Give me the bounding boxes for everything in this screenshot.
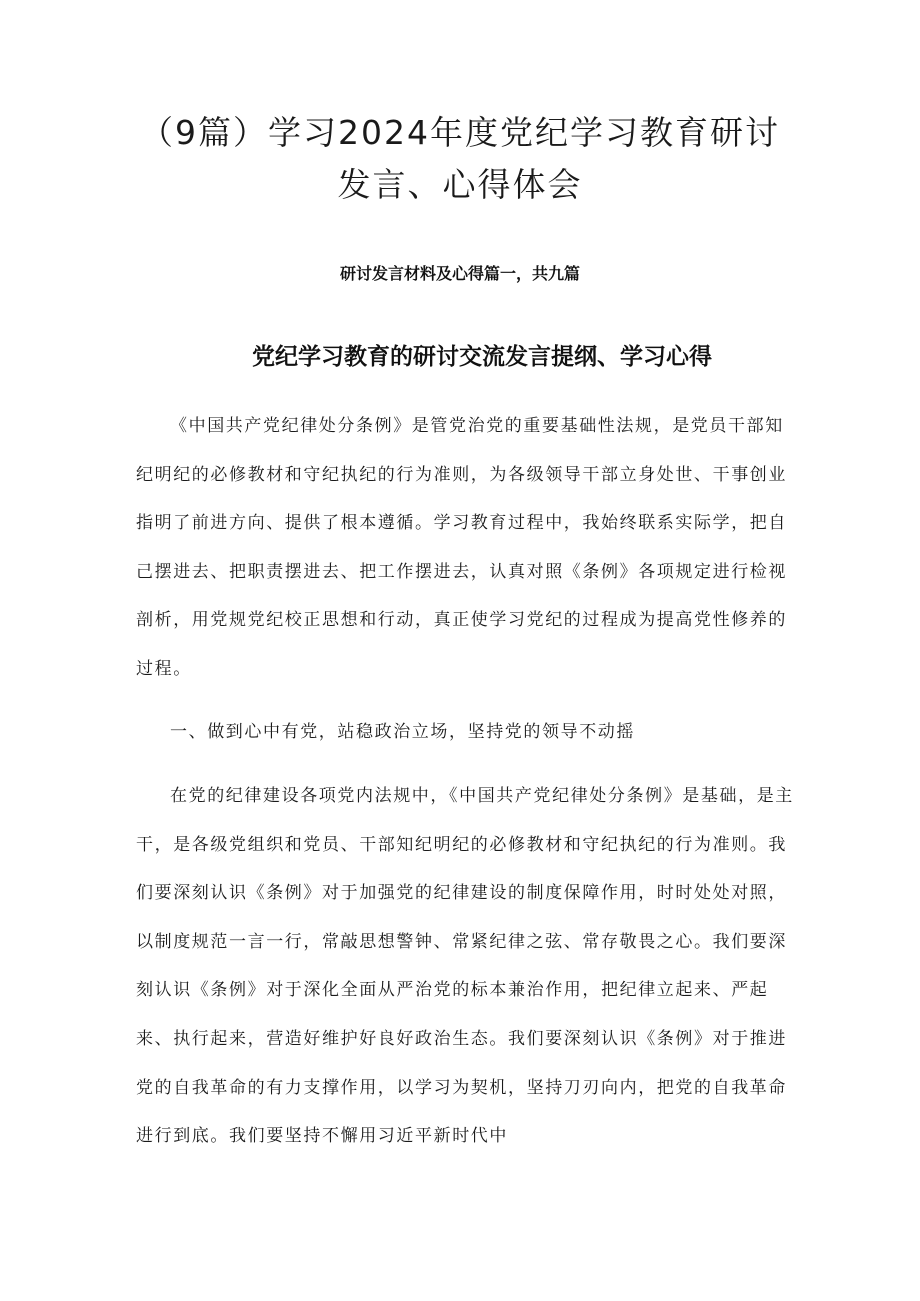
document-title-line-2: 发言、心得体会	[337, 165, 583, 204]
document-title-line-1: （9篇）学习2024年度党纪学习教育研讨	[140, 113, 780, 152]
section-title: 党纪学习教育的研讨交流发言提纲、学习心得	[252, 344, 712, 370]
body-paragraph-2: 在党的纪律建设各项党内法规中，《中国共产党纪律处分条例》是基础，是主干，是各级党组织和党员、干部知纪明纪的必修教材和守纪执纪的行为准则。我们要深刻认识《条例》对于加强党的纪律建设的制度保障作用，时时处处对照，以制度规范一言一行，常敲思想警钟、常紧纪律之弦、常存敬畏之心。我们要深刻认识《条例》对于深化全面从严治党的标本兼治作用，把纪律立起来、严起来、执行起来，营造好维护好良好政治生态。我们要深刻认识《条例》对于推进党的自我革命的有力支撑作用，以学习为契机，坚持刀刃向内，把党的自我革命进行到底。我们要坚持不懈用习近平新时代中	[136, 786, 794, 1147]
body-paragraph-1: 《中国共产党纪律处分条例》是管党治党的重要基础性法规，是党员干部知纪明纪的必修教材和守纪执纪的行为准则，为各级领导干部立身处世、干事创业指明了前进方向、提供了根本遵循。学习教育过程中，我始终联系实际学，把自己摆进去、把职责摆进去、把工作摆进去，认真对照《条例》各项规定进行检视剖析，用党规党纪校正思想和行动，真正使学习党纪的过程成为提高党性修养的过程。	[136, 416, 787, 679]
subheading-1: 一、做到心中有党，站稳政治立场，坚持党的领导不动摇	[170, 722, 635, 742]
document-subtitle: 研讨发言材料及心得篇一，共九篇	[339, 264, 580, 283]
